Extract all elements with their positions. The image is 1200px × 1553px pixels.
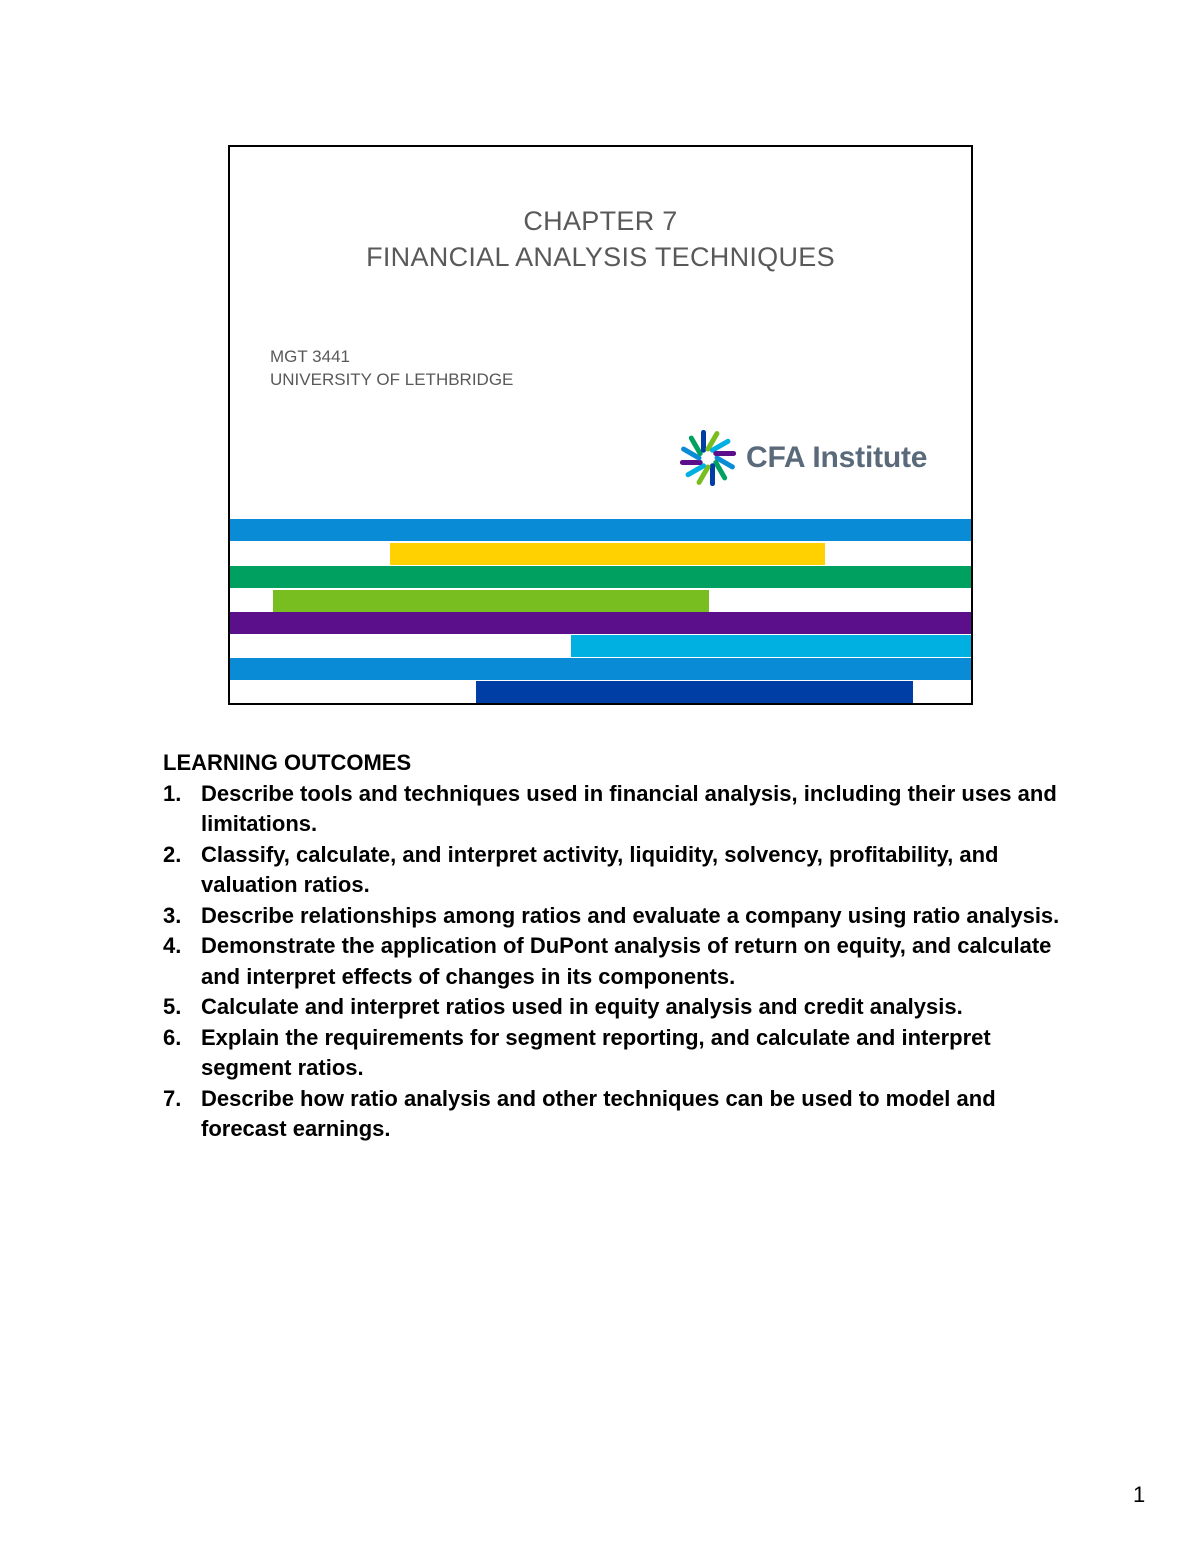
cfa-starburst-icon	[680, 430, 736, 486]
list-item	[163, 931, 1063, 992]
learning-outcomes	[163, 748, 1063, 1145]
list-item	[163, 779, 1063, 840]
stripe-green-full	[230, 566, 971, 588]
item-text: Demonstrate the application of DuPont analysis of return on equity, and calculate and interpret effects of changes in its components.	[201, 933, 1052, 989]
slide-title	[230, 203, 971, 275]
stripe-lime	[273, 590, 709, 612]
item-text: Describe how ratio analysis and other techniques can be used to model and forecast earnings.	[201, 1085, 996, 1141]
list-item	[163, 840, 1063, 901]
logo-text: CFA Institute	[746, 441, 928, 474]
item-number: 6.	[163, 1024, 182, 1050]
item-number: 4.	[163, 933, 182, 958]
learning-outcomes-heading: LEARNING OUTCOMES	[163, 750, 412, 775]
item-number: 1.	[163, 780, 182, 806]
logo-ray	[691, 438, 700, 453]
course-info	[270, 345, 513, 391]
item-text: Calculate and interpret ratios used in equity analysis and credit analysis.	[201, 994, 963, 1019]
item-text: Classify, calculate, and interpret activity, liquidity, solvency, profitability, and valuation ratios.	[201, 841, 999, 897]
list-item	[163, 901, 1063, 932]
list-item	[163, 1023, 1063, 1084]
logo-ray	[688, 466, 703, 475]
stripe-yellow	[390, 543, 825, 565]
page-number: 1	[1133, 1482, 1146, 1507]
cfa-institute-logo	[680, 430, 927, 486]
list-item	[163, 1084, 1063, 1145]
slide-title-topic: FINANCIAL ANALYSIS TECHNIQUES	[366, 242, 835, 272]
slide-thumbnail	[228, 145, 973, 705]
item-text: Describe relationships among ratios and evaluate a company using ratio analysis.	[201, 902, 1060, 928]
slide-title-chapter: CHAPTER 7	[523, 206, 678, 236]
item-text: Describe tools and techniques used in financial analysis, including their uses and limitations.	[201, 780, 1057, 836]
item-number: 3.	[163, 902, 182, 928]
university-name: UNIVERSITY OF LETHBRIDGE	[270, 370, 514, 389]
stripe-purple-full	[230, 612, 971, 634]
stripe-navy	[476, 681, 913, 703]
stripe-blue-full	[230, 519, 971, 541]
item-number: 2.	[163, 841, 182, 867]
item-number: 7.	[163, 1085, 182, 1111]
item-number: 5.	[163, 994, 182, 1019]
item-text: Explain the requirements for segment reporting, and calculate and interpret segment ratios.	[201, 1024, 991, 1080]
stripe-cyan	[571, 635, 971, 657]
logo-ray	[713, 441, 728, 450]
list-item	[163, 992, 1063, 1023]
course-code: MGT 3441	[270, 347, 351, 366]
stripe-blue-full-2	[230, 658, 971, 680]
logo-ray	[716, 463, 725, 478]
outcomes-list	[163, 779, 1063, 1145]
